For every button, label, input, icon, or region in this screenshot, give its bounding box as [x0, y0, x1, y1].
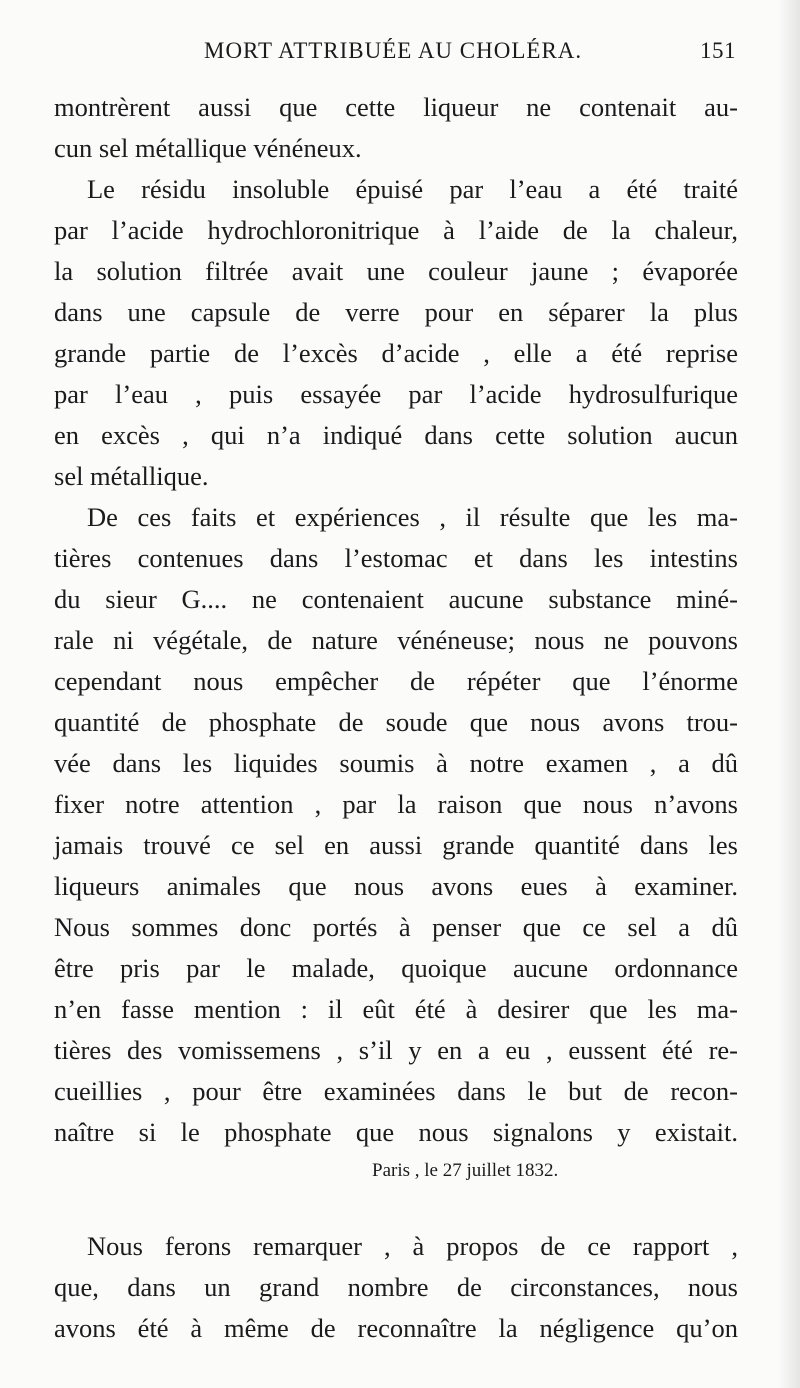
- text-line: la solution filtrée avait une couleur jaune ; évaporée: [54, 256, 738, 286]
- text-line: jamais trouvé ce sel en aussi grande quantité dans les: [54, 830, 738, 860]
- text-line: être pris par le malade, quoique aucune ordonnance: [54, 953, 738, 983]
- page-header: [52, 38, 740, 78]
- text-line: par l’acide hydrochloronitrique à l’aide de la chaleur,: [54, 215, 738, 245]
- text-line: sel métallique.: [54, 461, 209, 491]
- text-line: n’en fasse mention : il eût été à desirer que les ma-: [54, 994, 738, 1024]
- text-line: que, dans un grand nombre de circonstances, nous: [54, 1272, 738, 1302]
- text-line: du sieur G.... ne contenaient aucune substance miné-: [54, 584, 738, 614]
- page-edge-shadow: [778, 0, 800, 1388]
- text-line: en excès , qui n’a indiqué dans cette solution aucun: [54, 420, 738, 450]
- text-line: Le résidu insoluble épuisé par l’eau a été traité: [87, 174, 738, 204]
- text-line: rale ni végétale, de nature vénéneuse; nous ne pouvons: [54, 625, 738, 655]
- running-title: MORT ATTRIBUÉE AU CHOLÉRA.: [204, 38, 583, 63]
- text-line: Nous ferons remarquer , à propos de ce rapport ,: [87, 1231, 738, 1261]
- text-line: dans une capsule de verre pour en séparer la plus: [54, 297, 738, 327]
- date-signature: Paris , le 27 juillet 1832.: [372, 1160, 559, 1181]
- text-line: fixer notre attention , par la raison que nous n’avons: [54, 789, 738, 819]
- text-line: liqueurs animales que nous avons eues à examiner.: [54, 871, 738, 901]
- text-line: naître si le phosphate que nous signalons y existait.: [54, 1117, 738, 1147]
- text-line: cueillies , pour être examinées dans le but de recon-: [54, 1076, 738, 1106]
- main-text: [54, 87, 738, 1153]
- page-number: 151: [700, 38, 736, 63]
- text-line: par l’eau , puis essayée par l’acide hydrosulfurique: [54, 379, 738, 409]
- text-line: Nous sommes donc portés à penser que ce sel a dû: [54, 912, 738, 942]
- text-line: cun sel métallique vénéneux.: [54, 133, 362, 163]
- text-line: tières contenues dans l’estomac et dans les intestins: [54, 543, 738, 573]
- text-line: De ces faits et expériences , il résulte que les ma-: [87, 502, 738, 532]
- text-line: tières des vomissemens , s’il y en a eu , eussent été re-: [54, 1035, 738, 1065]
- text-line: avons été à même de reconnaître la négligence qu’on: [54, 1313, 738, 1343]
- text-line: cependant nous empêcher de répéter que l’énorme: [54, 666, 738, 696]
- continuation-text: [54, 1226, 738, 1349]
- text-line: montrèrent aussi que cette liqueur ne contenait au-: [54, 92, 738, 122]
- text-line: quantité de phosphate de soude que nous avons trou-: [54, 707, 738, 737]
- text-line: grande partie de l’excès d’acide , elle a été reprise: [54, 338, 738, 368]
- text-line: vée dans les liquides soumis à notre examen , a dû: [54, 748, 738, 778]
